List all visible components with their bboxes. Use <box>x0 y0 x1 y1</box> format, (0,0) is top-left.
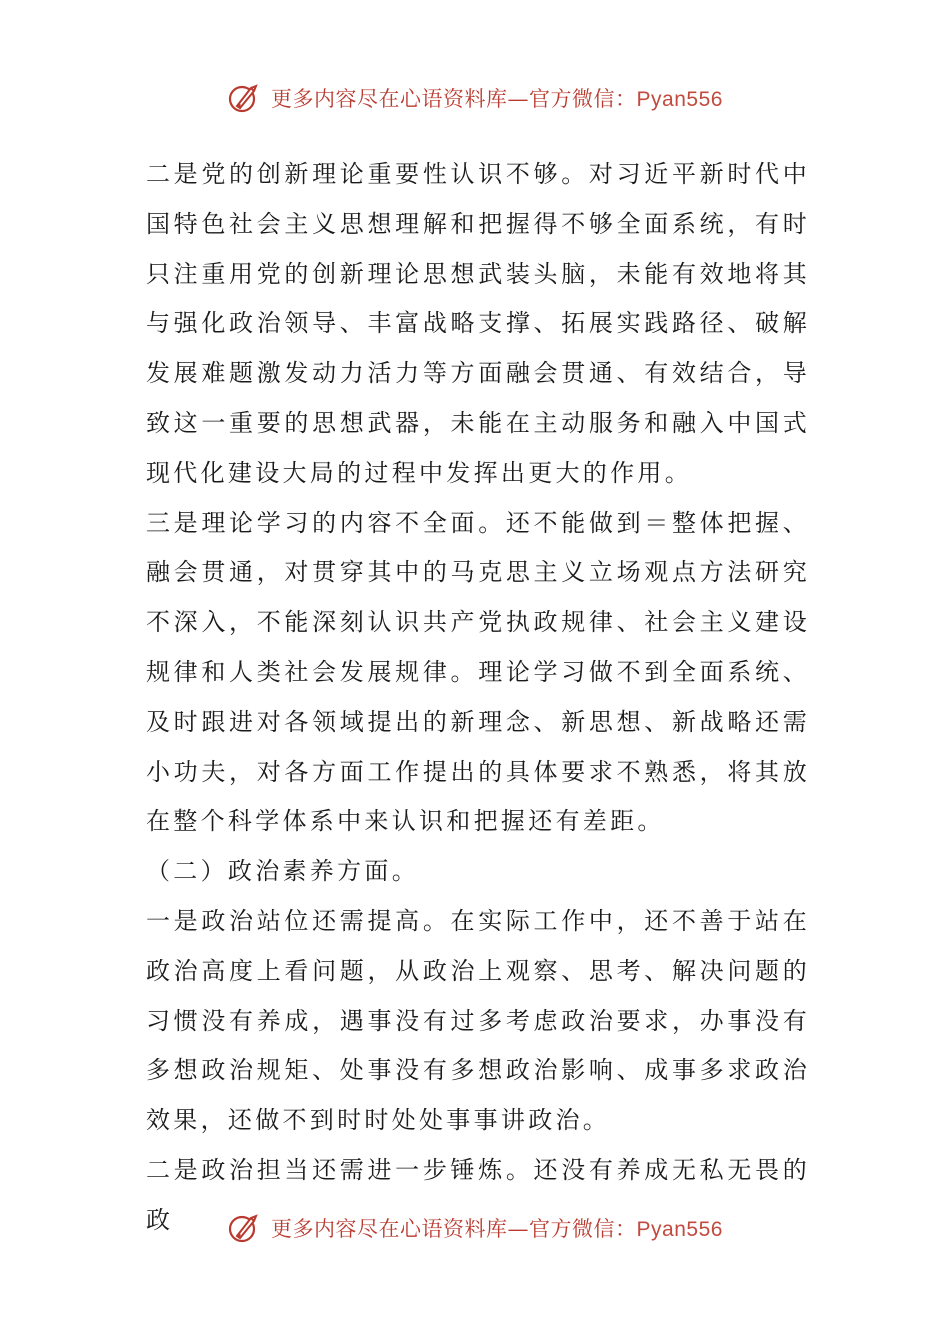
paragraph: 二是党的创新理论重要性认识不够。对习近平新时代中国特色社会主义思想理解和把握得不够全面系统，有时只注重用党的创新理论思想武装头脑，未能有效地将其与强化政治领导、丰富战略支撑、拓展实践路径、破解发展难题激发动力活力等方面融会贯通、有效结合，导致这一重要的思想武器，未能在主动服务和融入中国式现代化建设大局的过程中发挥出更大的作用。 <box>146 160 810 487</box>
banner-wechat-id: Pyan556 <box>636 1218 723 1241</box>
banner-wechat-id: Pyan556 <box>636 88 723 111</box>
banner-text <box>271 1213 723 1243</box>
footer-watermark-banner <box>0 1210 950 1246</box>
paragraph: 一是政治站位还需提高。在实际工作中，还不善于站在政治高度上看问题，从政治上观察、思考、解决问题的习惯没有养成，遇事没有过多考虑政治要求，办事没有多想政治规矩、处事没有多想政治影响、成事多求政治效果，还做不到时时处处事事讲政治。 <box>146 906 810 1135</box>
banner-text <box>271 83 723 113</box>
paragraph: 三是理论学习的内容不全面。还不能做到＝整体把握、融会贯通，对贯穿其中的马克思主义立场观点方法研究不深入，不能深刻认识共产党执政规律、社会主义建设规律和人类社会发展规律。理论学习做不到全面系统、及时跟进对各领域提出的新理念、新思想、新战略还需小功夫，对各方面工作提出的具体要求不熟悉，将其放在整个科学体系中来认识和把握还有差距。 <box>146 508 810 836</box>
pen-nib-logo-icon <box>227 1210 263 1246</box>
paragraph: 二是政治担当还需进一步锤炼。还没有养成无私无畏的政 <box>146 1155 810 1234</box>
pen-nib-logo-icon <box>227 80 263 116</box>
banner-slogan: 更多内容尽在心语资料库—官方微信： <box>271 87 637 111</box>
section-heading: （二）政治素养方面。 <box>146 857 419 886</box>
banner-slogan: 更多内容尽在心语资料库—官方微信： <box>271 1217 637 1241</box>
header-watermark-banner <box>0 80 950 116</box>
document-body <box>146 150 810 1246</box>
